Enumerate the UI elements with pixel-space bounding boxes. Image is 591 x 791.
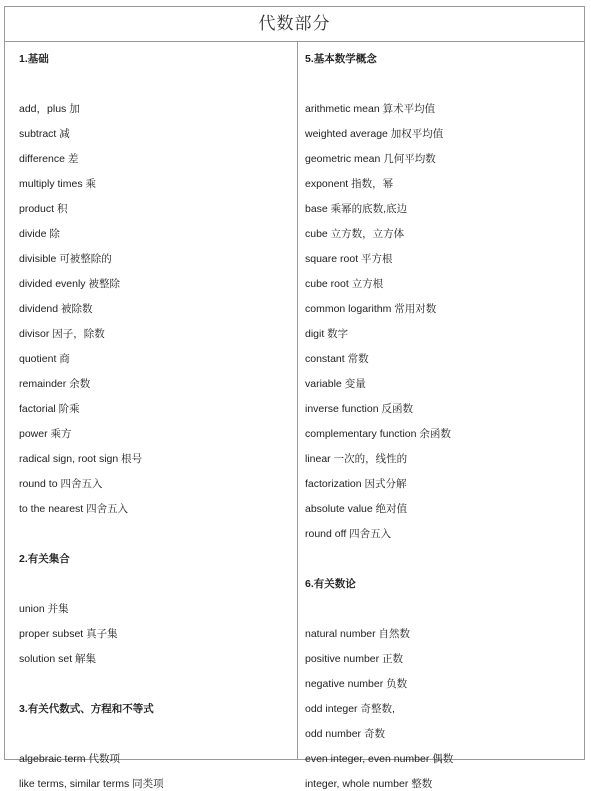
vocab-entry: constant 常数 (305, 353, 369, 365)
vocab-entry: power 乘方 (19, 428, 72, 440)
vocab-entry: complementary function 余函数 (305, 428, 451, 440)
vocabulary-table (4, 6, 585, 790)
table-title: 代数部分 (5, 7, 584, 42)
vocab-entry: cube 立方数，立方体 (305, 228, 405, 240)
vocab-entry: round to 四舍五入 (19, 478, 103, 490)
vocab-entry: subtract 减 (19, 128, 70, 140)
vocab-entry: factorial 阶乘 (19, 403, 80, 415)
vocab-entry: add，plus 加 (19, 103, 80, 115)
vocab-entry: odd number 奇数 (305, 728, 385, 740)
vocab-entry: divisible 可被整除的 (19, 253, 112, 265)
vocab-entry: radical sign, root sign 根号 (19, 453, 143, 465)
vocab-entry: linear 一次的，线性的 (305, 453, 408, 465)
vocab-entry: geometric mean 几何平均数 (305, 153, 436, 165)
vocab-entry: factorization 因式分解 (305, 478, 407, 490)
vocab-entry: arithmetic mean 算术平均值 (305, 103, 436, 115)
vocab-entry: cube root 立方根 (305, 278, 384, 290)
vocab-entry: like terms, similar terms 同类项 (19, 778, 164, 790)
vocab-entry: round off 四舍五入 (305, 528, 392, 540)
vocab-entry: product 积 (19, 203, 68, 215)
vocab-entry: to the nearest 四舍五入 (19, 503, 129, 515)
section-heading: 5.基本数学概念 (305, 53, 377, 65)
vocab-entry: exponent 指数，幂 (305, 178, 394, 190)
column-divider (297, 42, 298, 759)
vocab-entry: dividend 被除数 (19, 303, 93, 315)
vocab-entry: negative number 负数 (305, 678, 408, 690)
section-heading: 1.基础 (19, 53, 49, 65)
vocab-entry: odd integer 奇整数, (305, 703, 395, 715)
vocab-entry: even integer, even number 偶数 (305, 753, 454, 765)
vocab-entry: quotient 商 (19, 353, 70, 365)
vocab-entry: square root 平方根 (305, 253, 393, 265)
vocab-entry: divided evenly 被整除 (19, 278, 120, 290)
vocab-entry: remainder 余数 (19, 378, 91, 390)
table-body (5, 42, 584, 790)
vocab-entry: integer, whole number 整数 (305, 778, 433, 790)
section-heading: 3.有关代数式、方程和不等式 (19, 703, 154, 715)
vocab-entry: divide 除 (19, 228, 60, 240)
vocab-entry: natural number 自然数 (305, 628, 411, 640)
section-heading: 6.有关数论 (305, 578, 356, 590)
vocab-entry: base 乘幂的底数,底边 (305, 203, 408, 215)
vocab-entry: weighted average 加权平均值 (305, 128, 444, 140)
vocab-entry: multiply times 乘 (19, 178, 97, 190)
section-heading: 2.有关集合 (19, 553, 70, 565)
vocab-entry: algebraic term 代数项 (19, 753, 120, 765)
vocab-entry: absolute value 绝对值 (305, 503, 408, 515)
vocab-entry: divisor 因子，除数 (19, 328, 105, 340)
vocab-entry: solution set 解集 (19, 653, 97, 665)
vocab-entry: common logarithm 常用对数 (305, 303, 437, 315)
vocab-entry: proper subset 真子集 (19, 628, 118, 640)
vocab-entry: inverse function 反函数 (305, 403, 413, 415)
vocab-entry: union 并集 (19, 603, 69, 615)
vocab-entry: digit 数字 (305, 328, 349, 340)
vocab-entry: difference 差 (19, 153, 79, 165)
vocab-entry: variable 变量 (305, 378, 366, 390)
vocab-entry: positive number 正数 (305, 653, 404, 665)
